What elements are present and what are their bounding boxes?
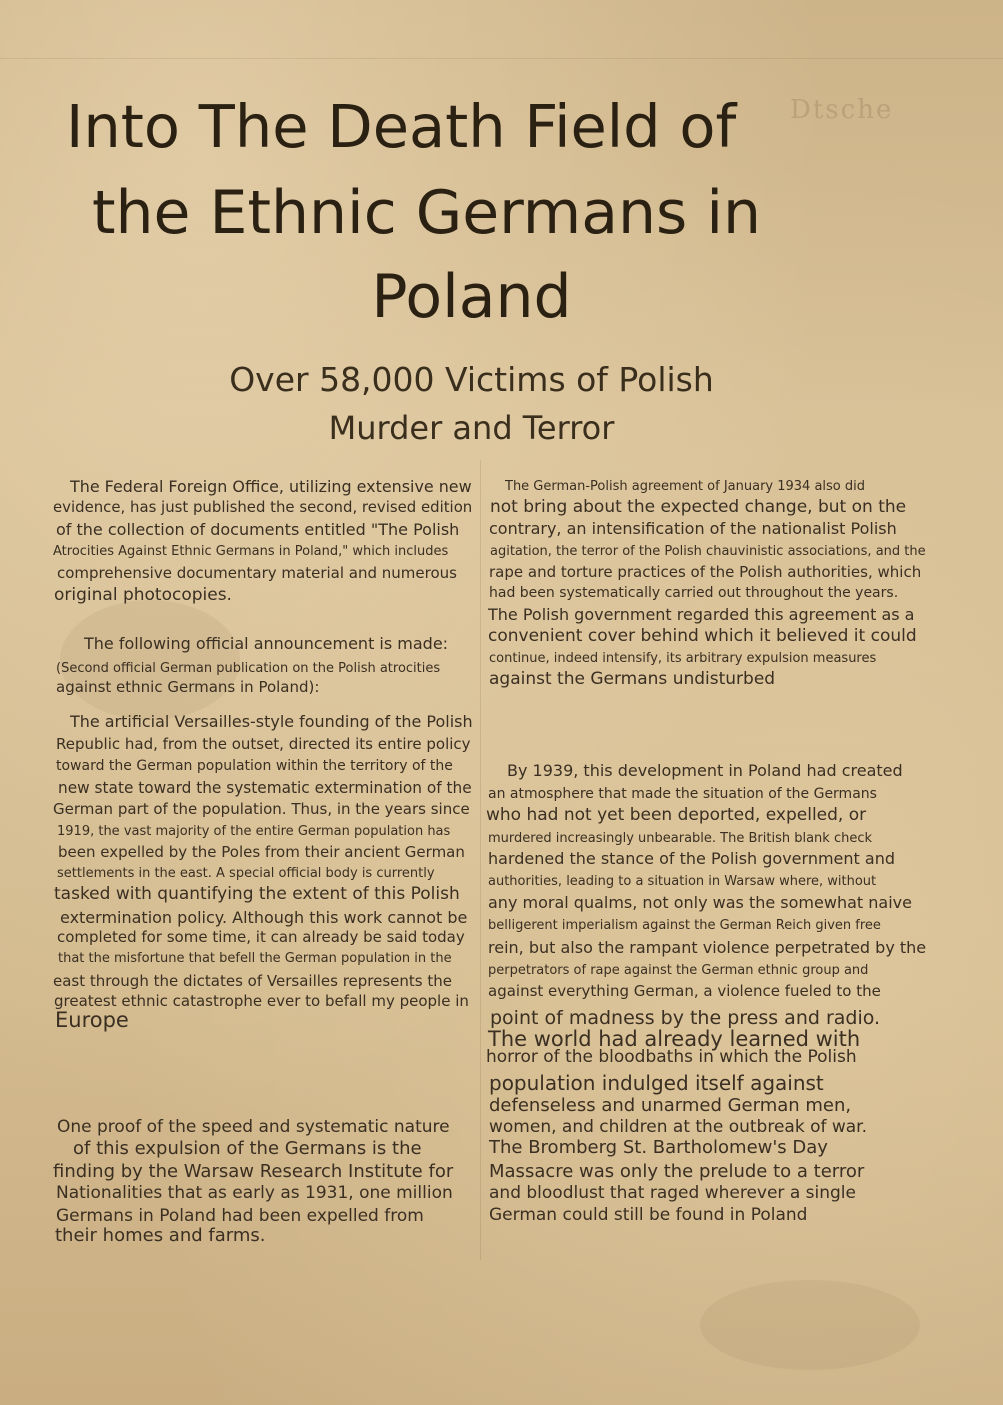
subheadline-line-2: Murder and Terror bbox=[328, 409, 615, 447]
body-line: Germans in Poland had been expelled from bbox=[56, 1206, 424, 1226]
body-line: against everything German, a violence fueled to the bbox=[488, 982, 881, 1000]
body-line: east through the dictates of Versailles represents the bbox=[53, 972, 453, 990]
body-line: The Federal Foreign Office, utilizing extensive new bbox=[70, 477, 472, 496]
body-line: rape and torture practices of the Polish authorities, which bbox=[489, 563, 922, 581]
paper-crease-vertical bbox=[480, 460, 481, 1260]
body-line: agitation, the terror of the Polish chauvinistic associations, and the bbox=[490, 544, 926, 559]
body-line: The Bromberg St. Bartholomew's Day bbox=[489, 1137, 828, 1158]
headline-line-3: Poland bbox=[371, 262, 572, 332]
body-line: One proof of the speed and systematic nature bbox=[57, 1117, 450, 1137]
body-line: of this expulsion of the Germans is the bbox=[73, 1138, 422, 1159]
body-line: hardened the stance of the Polish government and bbox=[488, 849, 895, 868]
paper-stain bbox=[700, 1280, 920, 1370]
body-line: evidence, has just published the second, revised edition bbox=[53, 498, 473, 516]
body-line: perpetrators of rape against the German ethnic group and bbox=[488, 963, 869, 978]
body-line: new state toward the systematic extermination of the bbox=[58, 778, 472, 797]
body-line: had been systematically carried out throughout the years. bbox=[489, 585, 899, 601]
body-line: Republic had, from the outset, directed its entire policy bbox=[56, 735, 471, 753]
body-line: extermination policy. Although this work cannot be bbox=[60, 908, 468, 927]
body-line: that the misfortune that befell the German population in the bbox=[58, 951, 452, 966]
body-line: Nationalities that as early as 1931, one million bbox=[56, 1183, 453, 1203]
body-line: completed for some time, it can already be said today bbox=[57, 928, 465, 946]
body-line: contrary, an intensification of the nationalist Polish bbox=[489, 519, 897, 538]
body-line: not bring about the expected change, but on the bbox=[490, 497, 907, 517]
body-line: of the collection of documents entitled "The Polish bbox=[56, 520, 460, 539]
body-line: continue, indeed intensify, its arbitrary expulsion measures bbox=[489, 651, 877, 666]
body-line: point of madness by the press and radio. bbox=[490, 1007, 881, 1029]
body-line: tasked with quantifying the extent of this Polish bbox=[54, 884, 460, 904]
body-line: an atmosphere that made the situation of the Germans bbox=[488, 786, 877, 802]
body-line: The following official announcement is made: bbox=[84, 634, 449, 653]
body-line: finding by the Warsaw Research Institute for bbox=[53, 1161, 454, 1182]
body-line: authorities, leading to a situation in Warsaw where, without bbox=[488, 874, 877, 889]
body-line: original photocopies. bbox=[54, 585, 232, 605]
paper-stain bbox=[60, 600, 240, 720]
body-line: Massacre was only the prelude to a terror bbox=[489, 1161, 865, 1182]
body-line: their homes and farms. bbox=[55, 1225, 266, 1246]
body-line: been expelled by the Poles from their ancient German bbox=[58, 843, 465, 861]
paper-crease-horizontal bbox=[0, 58, 1003, 59]
headline-line-2: the Ethnic Germans in bbox=[92, 178, 762, 248]
body-line: The German-Polish agreement of January 1934 also did bbox=[505, 479, 866, 494]
body-line: (Second official German publication on the Polish atrocities bbox=[56, 661, 441, 676]
body-line: population indulged itself against bbox=[489, 1071, 824, 1095]
body-line: Atrocities Against Ethnic Germans in Poland," which includes bbox=[53, 544, 449, 559]
body-line: German could still be found in Poland bbox=[489, 1205, 808, 1225]
body-line: horror of the bloodbaths in which the Polish bbox=[486, 1047, 857, 1067]
body-line: who had not yet been deported, expelled, or bbox=[486, 805, 867, 825]
body-line: murdered increasingly unbearable. The British blank check bbox=[488, 831, 873, 846]
body-line: 1919, the vast majority of the entire German population has bbox=[57, 824, 451, 839]
body-line: defenseless and unarmed German men, bbox=[489, 1095, 852, 1116]
body-line: comprehensive documentary material and numerous bbox=[57, 564, 457, 582]
body-line: convenient cover behind which it believed it could bbox=[488, 626, 917, 646]
body-line: German part of the population. Thus, in the years since bbox=[53, 800, 470, 818]
body-line: Europe bbox=[55, 1008, 129, 1032]
body-line: rein, but also the rampant violence perpetrated by the bbox=[488, 938, 927, 957]
body-line: women, and children at the outbreak of war. bbox=[489, 1117, 868, 1137]
body-line: against ethnic Germans in Poland): bbox=[56, 678, 320, 696]
body-line: belligerent imperialism against the German Reich given free bbox=[488, 918, 881, 933]
body-line: any moral qualms, not only was the somewhat naive bbox=[488, 893, 912, 912]
body-line: The world had already learned with bbox=[488, 1027, 861, 1051]
body-line: and bloodlust that raged wherever a single bbox=[489, 1183, 856, 1203]
body-line: settlements in the east. A special official body is currently bbox=[57, 866, 435, 881]
body-line: The Polish government regarded this agreement as a bbox=[488, 605, 915, 624]
body-line: against the Germans undisturbed bbox=[489, 669, 776, 689]
body-line: toward the German population within the territory of the bbox=[56, 758, 453, 774]
headline-line-1: Into The Death Field of bbox=[66, 92, 737, 161]
body-line: By 1939, this development in Poland had created bbox=[507, 761, 903, 780]
subheadline-line-1: Over 58,000 Victims of Polish bbox=[229, 360, 714, 399]
body-line: The artificial Versailles-style founding of the Polish bbox=[70, 712, 473, 731]
faded-print-watermark: Dtsche bbox=[790, 95, 894, 125]
body-line: greatest ethnic catastrophe ever to befall my people in bbox=[54, 992, 469, 1010]
